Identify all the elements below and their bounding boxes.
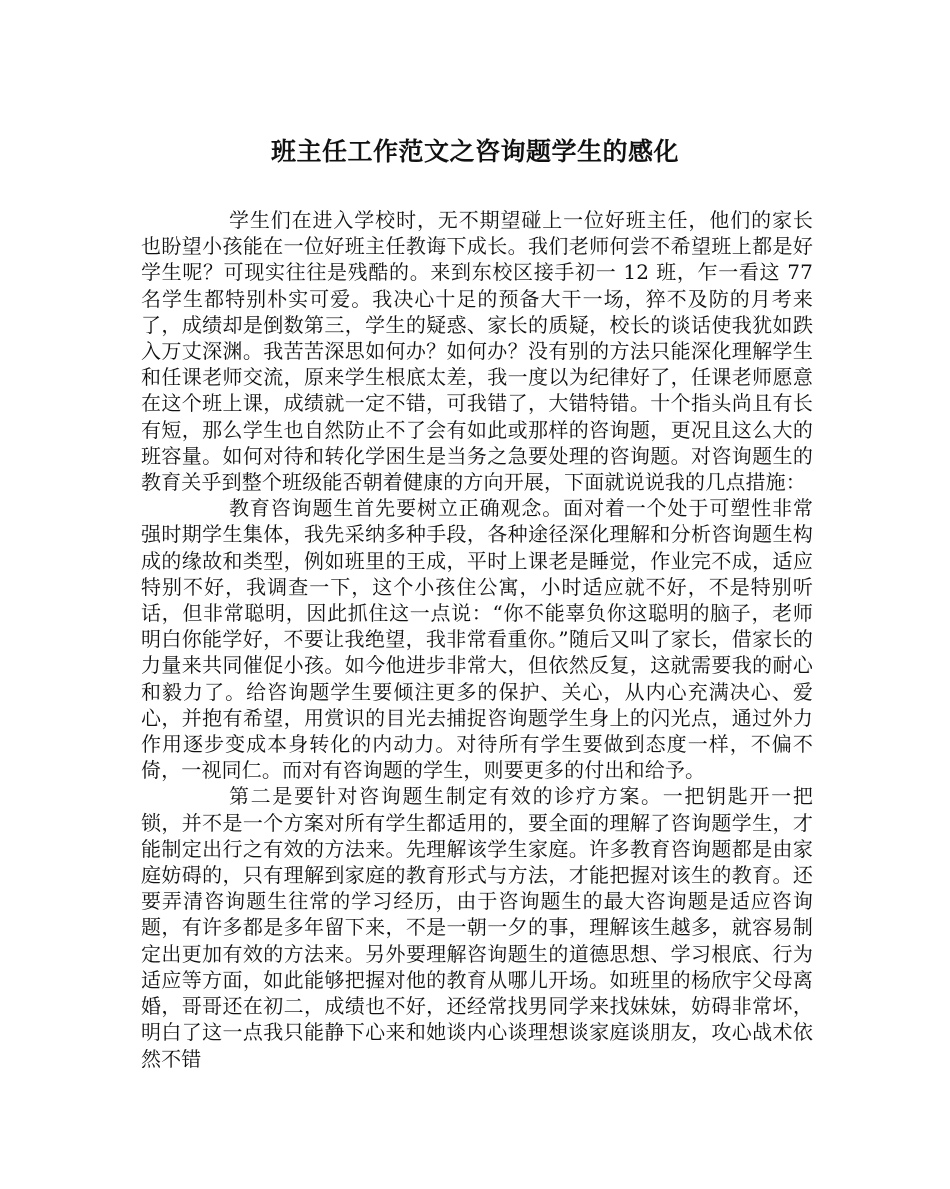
paragraph: 第二是要针对咨询题生制定有效的诊疗方案。一把钥匙开一把锁，并不是一个方案对所有学生都适用的，要全面的理解了咨询题学生，才能制定出行之有效的方法来。先理解该学生家庭。许多教育咨询题都是由家庭妨碍的，只有理解到家庭的教育形式与方法，才能把握对该生的教育。还要弄清咨询题生往常的学习经历，由于咨询题生的最大咨询题是适应咨询题，有许多都是多年留下来，不是一朝一夕的事，理解该生越多，就容易制定出更加有效的方法来。另外要理解咨询题生的道德思想、学习根底、行为适应等方面，如此能够把握对他的教育从哪儿开场。如班里的杨欣宇父母离婚，哥哥还在初二，成绩也不好，还经常找男同学来找妹妹，妨碍非常坏，明白了这一点我只能静下心来和她谈内心谈理想谈家庭谈朋友，攻心战术依然不错 <box>141 784 813 1071</box>
paragraph: 教育咨询题生首先要树立正确观念。面对着一个处于可塑性非常强时期学生集体，我先采纳多种手段，各种途径深化理解和分析咨询题生构成的缘故和类型，例如班里的王成，平时上课老是睡觉，作业完不成，适应特别不好，我调查一下，这个小孩住公寓，小时适应就不好，不是特别听话，但非常聪明，因此抓住这一点说：“你不能辜负你这聪明的脑子，老师明白你能学好，不要让我绝望，我非常看重你。”随后又叫了家长，借家长的力量来共同催促小孩。如今他进步非常大，但依然反复，这就需要我的耐心和毅力了。给咨询题学生要倾注更多的保护、关心，从内心充满决心、爱心，并抱有希望，用赏识的目光去捕捉咨询题学生身上的闪光点，通过外力作用逐步变成本身转化的内动力。对待所有学生要做到态度一样，不偏不倚，一视同仁。而对有咨询题的学生，则要更多的付出和给予。 <box>141 496 813 783</box>
paragraph: 学生们在进入学校时，无不期望碰上一位好班主任，他们的家长也盼望小孩能在一位好班主任教诲下成长。我们老师何尝不希望班上都是好学生呢？可现实往往是残酷的。来到东校区接手初一 12 班，乍一看这 77 名学生都特别朴实可爱。我决心十足的预备大干一场，猝不及防的月考来了，成绩却是倒数第三，学生的疑惑、家长的质疑，校长的谈话使我犹如跌入万丈深渊。我苦苦深思如何办？如何办？没有别的方法只能深化理解学生和任课老师交流，原来学生根底太差，我一度以为纪律好了，任课老师愿意在这个班上课，成绩就一定不错，可我错了，大错特错。十个指头尚且有长有短，那么学生也自然防止不了会有如此或那样的咨询题，更况且这么大的班容量。如何对待和转化学困生是当务之急要处理的咨询题。对咨询题生的教育关乎到整个班级能否朝着健康的方向开展，下面就说说我的几点措施： <box>141 208 813 495</box>
document-body <box>141 207 813 1072</box>
document-title: 班主任工作范文之咨询题学生的感化 <box>270 137 679 166</box>
